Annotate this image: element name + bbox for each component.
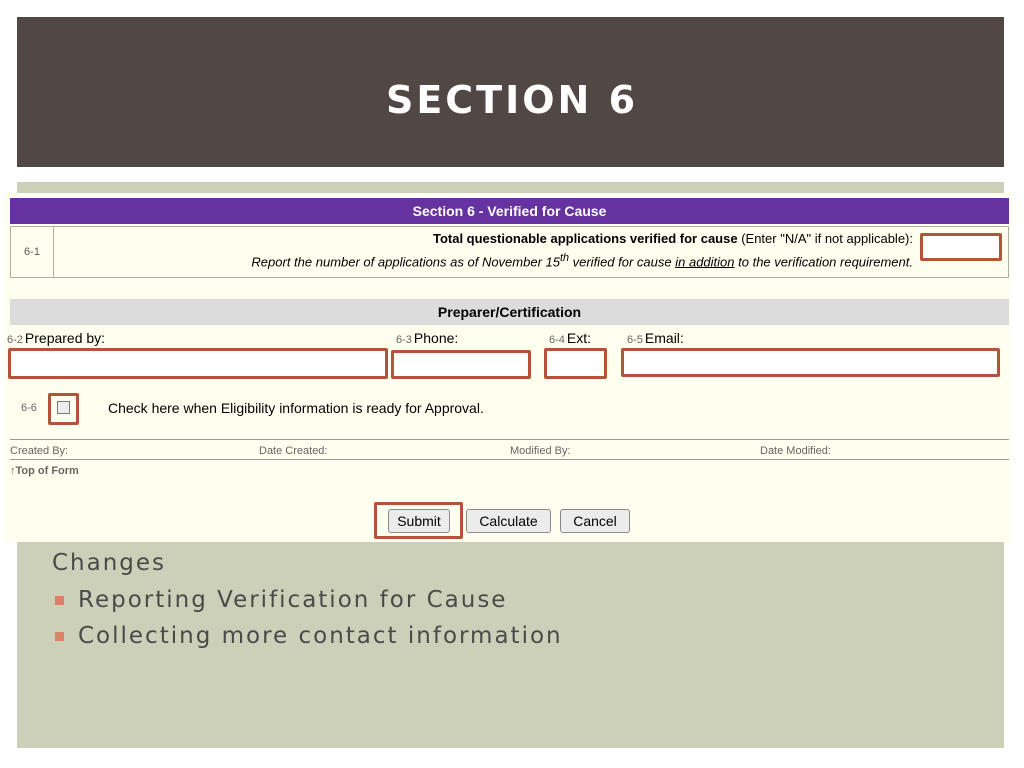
slide-bullets: [52, 550, 563, 659]
prepared-by-input[interactable]: [8, 348, 388, 379]
divider: [10, 439, 1009, 440]
field-label: Prepared by:: [24, 330, 106, 346]
cancel-button[interactable]: Cancel: [560, 509, 630, 533]
bullet-item: [52, 587, 563, 613]
submit-button[interactable]: Submit: [388, 509, 450, 533]
report-suffix: to the verification requirement.: [734, 254, 913, 270]
email-input[interactable]: [621, 348, 1000, 377]
ext-input[interactable]: [544, 348, 607, 379]
approval-checkbox-label: Check here when Eligibility information is ready for Approval.: [108, 400, 484, 416]
date-created: Date Created:: [259, 445, 328, 457]
report-mid: verified for cause: [569, 254, 676, 270]
field-number: 6-4: [549, 334, 565, 346]
field-number: 6-3: [396, 334, 412, 346]
date-modified: Date Modified:: [760, 445, 831, 457]
section-header: Section 6 - Verified for Cause: [10, 198, 1009, 224]
verified-count-input[interactable]: [920, 233, 1002, 261]
ext-label: [549, 330, 591, 346]
bullet-text: Reporting Verification for Cause: [78, 587, 508, 613]
report-underline: in addition: [675, 254, 735, 270]
calculate-button[interactable]: Calculate: [466, 509, 551, 533]
bullet-text: Collecting more contact information: [78, 623, 563, 649]
field-label: Ext:: [566, 330, 592, 346]
changes-heading: Changes: [52, 550, 167, 576]
bullet-item: [52, 623, 563, 649]
slide-title: SECTION 6: [385, 78, 639, 122]
checkbox-number: 6-6: [21, 402, 37, 414]
form-screenshot: [4, 193, 1010, 542]
field-number: 6-5: [627, 334, 643, 346]
field-label: Email:: [644, 330, 684, 346]
question-6-1: [433, 231, 913, 246]
created-by: Created By:: [10, 445, 69, 457]
divider: [10, 459, 1009, 460]
phone-label: [396, 330, 458, 346]
preparer-header: Preparer/Certification: [10, 299, 1009, 325]
report-sup: th: [559, 252, 570, 264]
email-label: [627, 330, 684, 346]
question-bold: Total questionable applications verified for cause: [432, 231, 738, 246]
modified-by: Modified By:: [510, 445, 571, 457]
field-number: 6-2: [7, 334, 23, 346]
phone-input[interactable]: [391, 350, 531, 379]
top-of-form-link[interactable]: ↑Top of Form: [10, 465, 79, 477]
row-6-1: [10, 226, 1009, 278]
square-bullet-icon: [55, 632, 64, 641]
field-label: Phone:: [413, 330, 459, 346]
square-bullet-icon: [55, 596, 64, 605]
report-note: [251, 252, 913, 269]
approval-checkbox[interactable]: [57, 401, 70, 414]
row-number: 6-1: [11, 227, 54, 277]
report-prefix: Report the number of applications as of November 15: [251, 254, 560, 270]
prepared-by-label: [7, 330, 105, 346]
question-rest: (Enter "N/A" if not applicable):: [737, 231, 913, 246]
